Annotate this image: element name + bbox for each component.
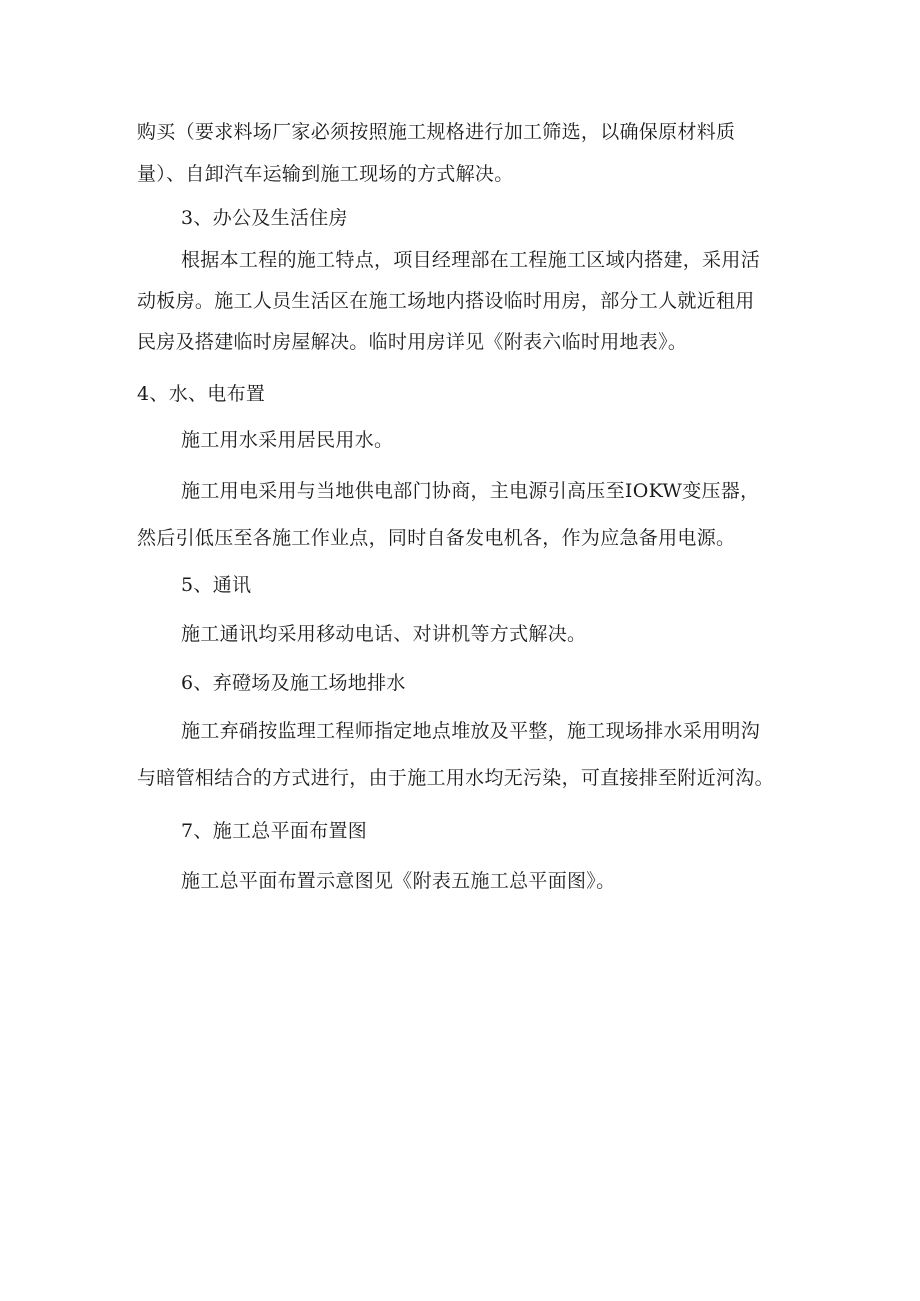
paragraph-line: 施工用水采用居民用水。: [181, 429, 394, 451]
paragraph-line: 施工总平面布置示意图见《附表五施工总平面图》。: [181, 870, 616, 892]
section-heading-7: 7、施工总平面布置图: [181, 820, 368, 842]
paragraph-line: 量）、自卸汽车运输到施工现场的方式解决。: [137, 163, 514, 185]
paragraph-line: 购买（要求料场厂家必须按照施工规格进行加工筛选，以确保原材料质: [137, 121, 736, 143]
paragraph-line: 施工弃硝按监理工程师指定地点堆放及平整，施工现场排水采用明沟: [181, 720, 761, 742]
paragraph-line: 施工通讯均采用移动电话、对讲机等方式解决。: [181, 623, 587, 645]
section-heading-6: 6、弃磴场及施工场地排水: [181, 672, 406, 694]
paragraph-line: 动板房。施工人员生活区在施工场地内搭设临时用房，部分工人就近租用: [137, 290, 755, 312]
paragraph-line: 施工用电采用与当地供电部门协商，主电源引高压至IOKW变压器，: [181, 480, 760, 502]
paragraph-line: 与暗管相结合的方式进行，由于施工用水均无污染，可直接排至附近河沟。: [137, 767, 774, 789]
section-heading-4: 4、水、电布置: [137, 383, 266, 405]
paragraph-line: 然后引低压至各施工作业点，同时自备发电机各，作为应急备用电源。: [137, 527, 736, 549]
paragraph-line: 根据本工程的施工特点，项目经理部在工程施工区域内搭建，采用活: [181, 249, 761, 271]
section-heading-3: 3、办公及生活住房: [181, 207, 348, 229]
section-heading-5: 5、通讯: [181, 574, 252, 596]
paragraph-line: 民房及搭建临时房屋解决。临时用房详见《附表六临时用地表》。: [137, 331, 688, 353]
